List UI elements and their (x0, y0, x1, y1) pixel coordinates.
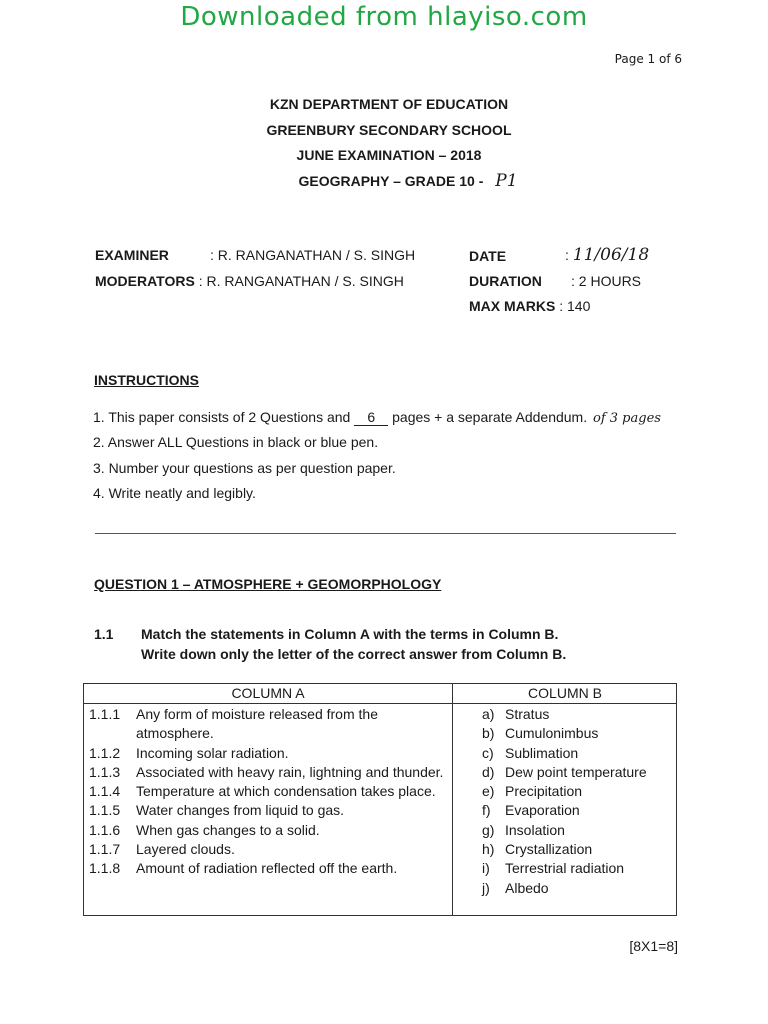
department-title: KZN DEPARTMENT OF EDUCATION (269, 96, 509, 112)
option-letter: g) (482, 821, 495, 838)
column-b-header: COLUMN B (528, 685, 602, 701)
option-term: Dew point temperature (505, 763, 647, 780)
max-marks-label: MAX MARKS (469, 298, 556, 314)
table-row (89, 744, 449, 763)
item-text: Temperature at which condensation takes place. (136, 783, 436, 800)
option-term: Crystallization (505, 841, 593, 858)
subject-title (0, 169, 768, 195)
list-item (482, 801, 647, 820)
handwritten-note: of 3 pages (593, 411, 661, 426)
subject-text: GEOGRAPHY – GRADE 10 - (298, 172, 484, 189)
instructions-title: INSTRUCTIONS (94, 372, 199, 388)
instruction-text: pages + a separate Addendum. (388, 409, 588, 425)
item-number: 1.1.5 (89, 802, 121, 819)
option-term: Sublimation (505, 744, 579, 761)
option-term: Insolation (505, 821, 565, 838)
option-letter: b) (482, 725, 495, 742)
option-term: Cumulonimbus (505, 725, 599, 742)
list-item (482, 744, 647, 763)
table-divider (84, 703, 676, 704)
instruction-item (93, 405, 661, 430)
instruction-item: 4. Write neatly and legibly. (93, 484, 256, 501)
column-a-header: COLUMN A (231, 685, 305, 701)
table-row (89, 859, 449, 878)
item-number: 1.1.4 (89, 783, 121, 800)
date-colon: : (565, 247, 569, 263)
column-a (89, 705, 449, 879)
column-b (482, 705, 647, 898)
table-row (89, 840, 449, 859)
option-letter: f) (482, 802, 491, 819)
instruction-item: 2. Answer ALL Questions in black or blue pen. (93, 434, 379, 451)
item-text: Layered clouds. (136, 841, 235, 858)
option-letter: h) (482, 841, 495, 858)
date-value (565, 245, 649, 265)
max-marks-row (469, 298, 590, 314)
option-term: Albedo (505, 879, 549, 896)
list-item (482, 724, 647, 743)
sub-question-text: Match the statements in Column A with the terms in Column B. (141, 626, 559, 642)
item-number: 1.1.8 (89, 860, 121, 877)
option-letter: e) (482, 783, 495, 800)
examiner-value: : R. RANGANATHAN / S. SINGH (210, 247, 416, 263)
watermark: Downloaded from hlayiso.com (180, 2, 588, 32)
item-number: 1.1.3 (89, 763, 121, 780)
date-handwritten: 11/06/18 (572, 245, 650, 265)
moderators-row (95, 273, 404, 289)
option-letter: c) (482, 744, 494, 761)
date-label: DATE (469, 248, 507, 264)
table-row (89, 705, 449, 744)
table-row (89, 821, 449, 840)
marks-allocation: [8X1=8] (629, 938, 678, 954)
table-row (89, 782, 449, 801)
examiner-label: EXAMINER (95, 247, 169, 263)
pages-blank: 6 (354, 410, 388, 426)
exam-title: JUNE EXAMINATION – 2018 (296, 147, 482, 163)
list-item (482, 782, 647, 801)
list-item (482, 763, 647, 782)
exam-heading (0, 92, 768, 194)
table-divider (452, 684, 453, 915)
moderators-label: MODERATORS (95, 273, 195, 289)
question-1-1 (94, 624, 566, 664)
option-letter: a) (482, 706, 495, 722)
instructions-list (93, 405, 661, 506)
moderators-value: : R. RANGANATHAN / S. SINGH (198, 273, 404, 289)
item-text: When gas changes to a solid. (136, 821, 320, 838)
item-text: Associated with heavy rain, lightning and thunder. (136, 763, 444, 780)
max-marks-value: : 140 (559, 298, 591, 314)
option-term: Stratus (505, 706, 550, 722)
paper-handwritten: P1 (495, 170, 518, 191)
item-number: 1.1.6 (89, 821, 121, 838)
option-term: Terrestrial radiation (505, 860, 625, 877)
item-text: Any form of moisture released from the atmosphere. (136, 706, 378, 742)
list-item (482, 879, 647, 898)
instruction-text: 1. This paper consists of 2 Questions and (93, 409, 355, 425)
question-1-title: QUESTION 1 – ATMOSPHERE + GEOMORPHOLOGY (94, 576, 442, 592)
option-letter: i) (482, 860, 490, 877)
duration-value: : 2 HOURS (571, 273, 642, 289)
item-text: Water changes from liquid to gas. (136, 802, 345, 819)
instruction-item: 3. Number your questions as per question paper. (93, 459, 396, 476)
option-term: Precipitation (505, 783, 583, 800)
matching-table (83, 683, 677, 916)
list-item (482, 840, 647, 859)
option-letter: j) (482, 879, 490, 896)
item-number: 1.1.7 (89, 841, 121, 858)
item-text: Incoming solar radiation. (136, 744, 289, 761)
sub-question-number: 1.1 (94, 626, 114, 642)
list-item (482, 859, 647, 878)
page-number: Page 1 of 6 (614, 52, 682, 66)
option-term: Evaporation (505, 802, 580, 819)
sub-question-text: Write down only the letter of the correct answer from Column B. (141, 646, 567, 662)
list-item (482, 705, 647, 724)
table-row (89, 801, 449, 820)
item-text: Amount of radiation reflected off the earth. (136, 860, 398, 877)
duration-label: DURATION (469, 273, 542, 289)
divider (95, 533, 676, 534)
option-letter: d) (482, 763, 495, 780)
item-number: 1.1.2 (89, 744, 121, 761)
item-number: 1.1.1 (89, 706, 121, 722)
table-row (89, 763, 449, 782)
school-title: GREENBURY SECONDARY SCHOOL (266, 121, 512, 138)
list-item (482, 821, 647, 840)
